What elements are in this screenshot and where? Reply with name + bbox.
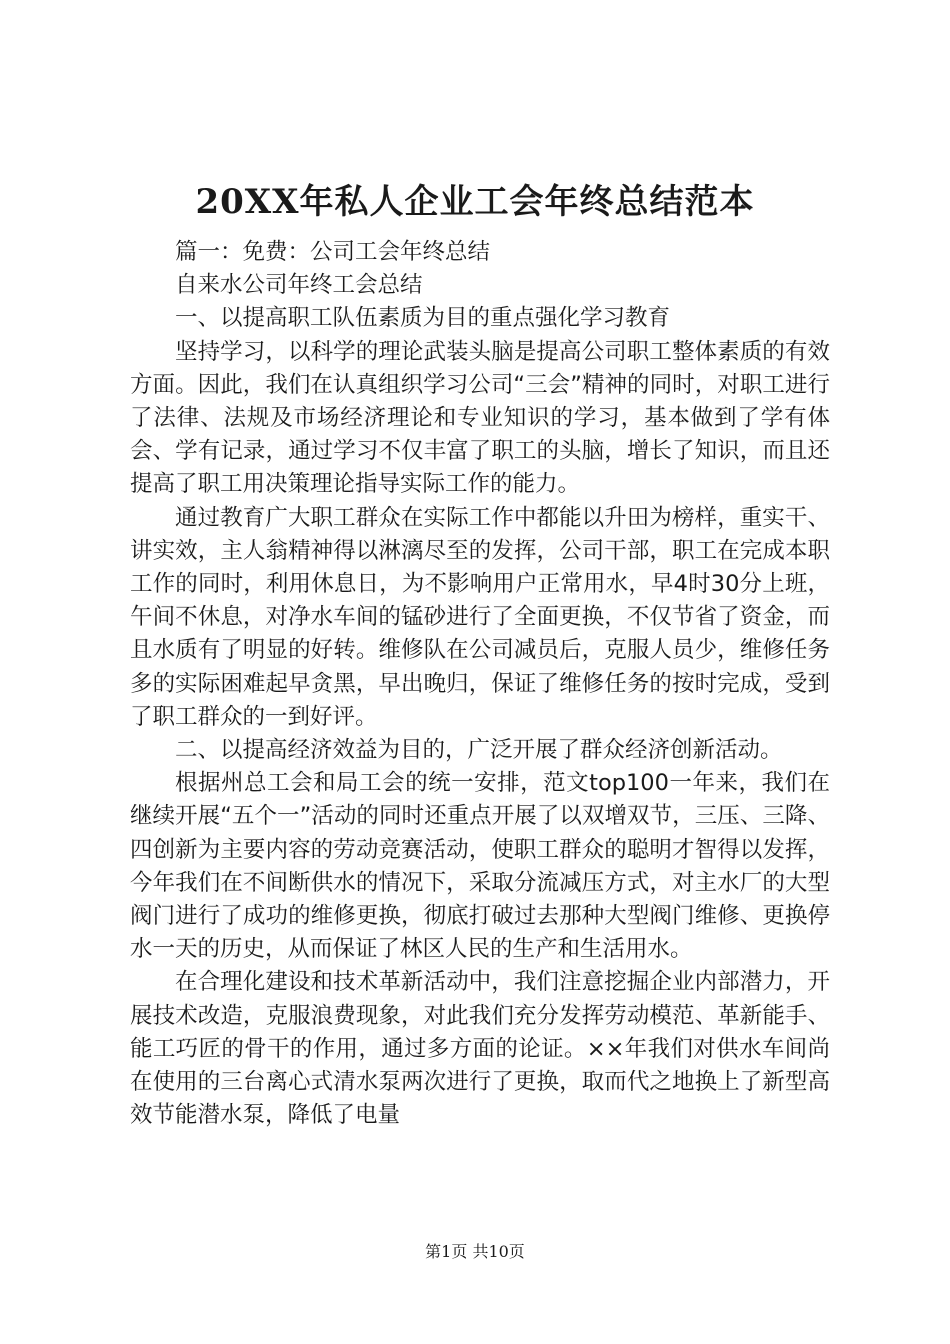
document-body [130, 236, 830, 1132]
page-footer: 第1页 共10页 [425, 1242, 525, 1261]
paragraph-innovation: 在合理化建设和技术革新活动中，我们注意挖掘企业内部潜力，开展技术改造，克服浪费现象，对此我们充分发挥劳动模范、革新能手、能工巧匠的骨干的作用，通过多方面的论证。××年我们对供水车间尚在使用的三台离心式清水泵两次进行了更换，取而代之地换上了新型高效节能潜水泵，降低了电量 [130, 969, 830, 1129]
paragraph-study: 坚持学习，以科学的理论武装头脑是提高公司职工整体素质的有效方面。因此，我们在认真组织学习公司“三会”精神的同时，对职工进行了法律、法规及市场经济理论和专业知识的学习，基本做到了学有体会、学有记录，通过学习不仅丰富了职工的头脑，增长了知识，而且还提高了职工用决策理论指导实际工作的能力。 [130, 338, 830, 498]
paragraph-subtitle: 自来水公司年终工会总结 [175, 272, 423, 299]
paragraph-competition: 根据州总工会和局工会的统一安排，范文top100一年来，我们在继续开展“五个一”活动的同时还重点开展了以双增双节，三压、三降、四创新为主要内容的劳动竞赛活动，使职工群众的聪明才智得以发挥，今年我们在不间断供水的情况下，采取分流减压方式，对主水厂的大型阀门进行了成功的维修更换，彻底打破过去那种大型阀门维修、更换停水一天的历史，从而保证了林区人民的生产和生活用水。 [130, 770, 830, 963]
paragraph-section-heading: 篇一：免费：公司工会年终总结 [175, 239, 491, 265]
paragraph-heading-two: 二、以提高经济效益为目的，广泛开展了群众经济创新活动。 [175, 737, 783, 764]
document-title: 20XX年私人企业工会年终总结范本 [195, 182, 755, 222]
paragraph-education: 通过教育广大职工群众在实际工作中都能以升田为榜样，重实干、讲实效，主人翁精神得以淋漓尽至的发挥，公司干部，职工在完成本职工作的同时，利用休息日，为不影响用户正常用水，早4时30分上班，午间不休息，对净水车间的锰砂进行了全面更换，不仅节省了资金，而且水质有了明显的好转。维修队在公司减员后，克服人员少，维修任务多的实际困难起早贪黑，早出晚归，保证了维修任务的按时完成，受到了职工群众的一到好评。 [130, 504, 830, 730]
paragraph-heading-one: 一、以提高职工队伍素质为目的重点强化学习教育 [175, 305, 671, 332]
